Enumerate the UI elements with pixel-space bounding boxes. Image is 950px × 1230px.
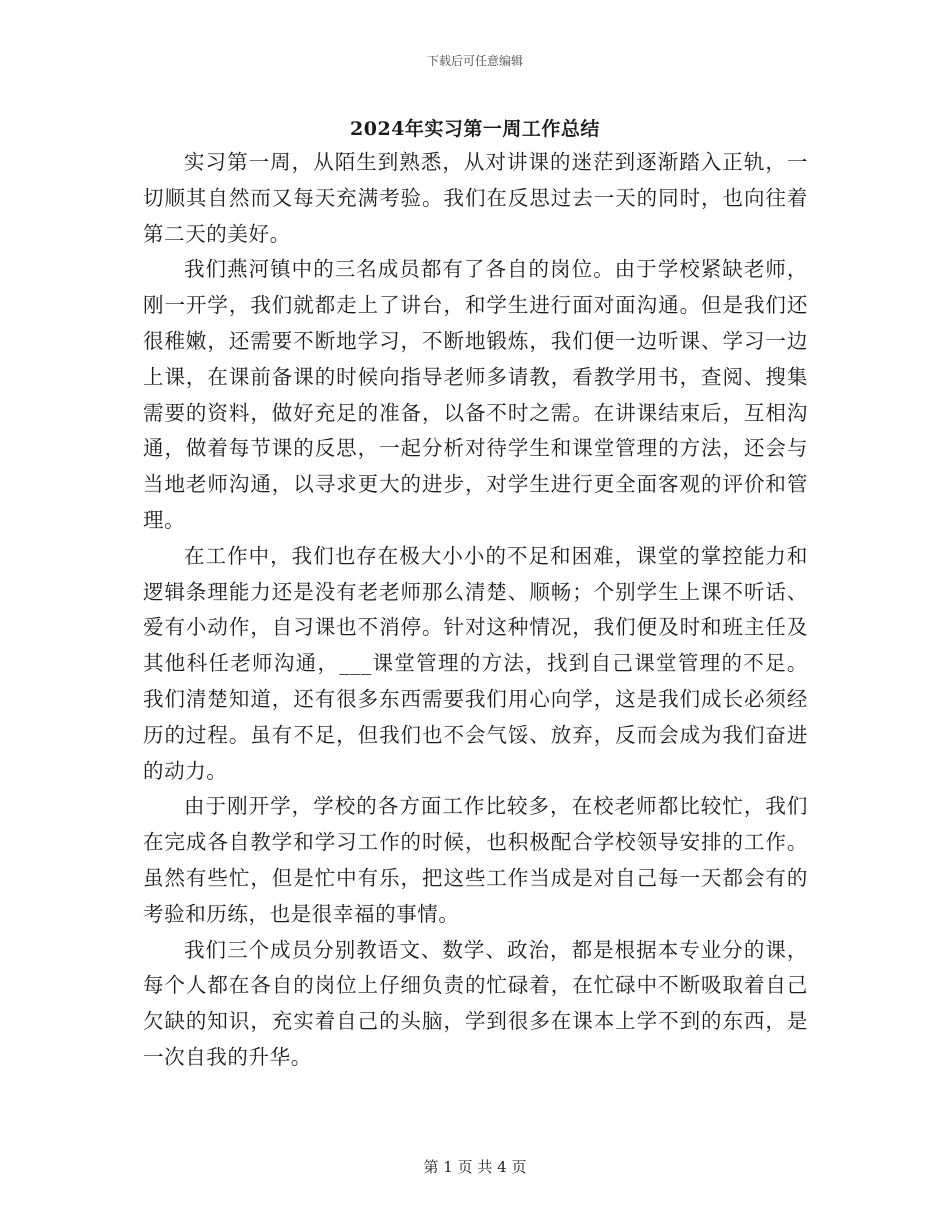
download-note: 下载后可任意编辑 (426, 54, 523, 68)
paragraph-3: 在工作中，我们也存在极大小小的不足和困难，课堂的掌控能力和逻辑条理能力还是没有老老师那么清楚、顺畅；个别学生上课不听话、爱有小动作，自习课也不消停。针对这种情况，我们便及时和班主任及其他科任老师沟通，___课堂管理的方法，找到自己课堂管理的不足。我们清楚知道，还有很多东西需要我们用心向学，这是我们成长必须经历的过程。虽有不足，但我们也不会气馁、放弃，反而会成为我们奋进的动力。 (143, 543, 808, 783)
paragraph-1: 实习第一周，从陌生到熟悉，从对讲课的迷茫到逐渐踏入正轨，一切顺其自然而又每天充满考验。我们在反思过去一天的同时，也向往着第二天的美好。 (143, 150, 808, 246)
paragraph-2: 我们燕河镇中的三名成员都有了各自的岗位。由于学校紧缺老师，刚一开学，我们就都走上了讲台，和学生进行面对面沟通。但是我们还很稚嫩，还需要不断地学习，不断地锻炼，我们便一边听课、学习一边上课，在课前备课的时候向指导老师多请教，看教学用书，查阅、搜集需要的资料，做好充足的准备，以备不时之需。在讲课结束后，互相沟通，做着每节课的反思，一起分析对待学生和课堂管理的方法，还会与当地老师沟通，以寻求更大的进步，对学生进行更全面客观的评价和管理。 (143, 257, 808, 532)
paragraph-5: 我们三个成员分别教语文、数学、政治，都是根据本专业分的课，每个人都在各自的岗位上仔细负责的忙碌着，在忙碌中不断吸取着自己欠缺的知识，充实着自己的头脑，学到很多在课本上学不到的东西，是一次自我的升华。 (143, 937, 808, 1069)
document-body (143, 145, 808, 1076)
page-indicator: 第 1 页 共 4 页 (423, 1158, 527, 1176)
document-title: 2024年实习第一周工作总结 (350, 118, 600, 140)
paragraph-4: 由于刚开学，学校的各方面工作比较多，在校老师都比较忙，我们在完成各自教学和学习工作的时候，也积极配合学校领导安排的工作。虽然有些忙，但是忙中有乐，把这些工作当成是对自己每一天都会有的考验和历练，也是很幸福的事情。 (143, 794, 808, 926)
